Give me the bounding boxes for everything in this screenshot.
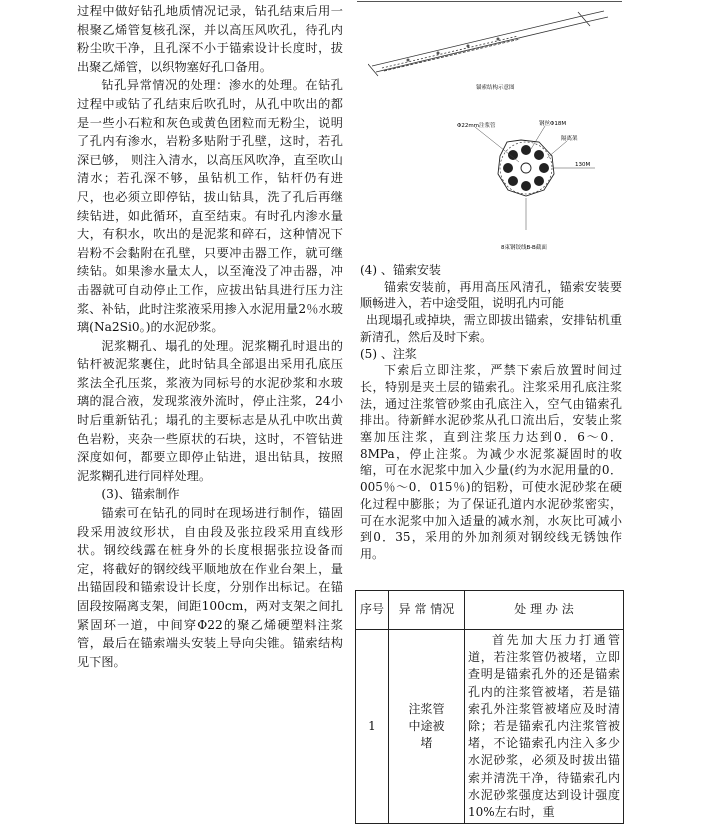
exception-table bbox=[355, 590, 624, 824]
cross-section-figure bbox=[455, 118, 615, 256]
figure2-caption: 8束钢铰线B-B截面 bbox=[501, 245, 547, 251]
header-seq: 序号 bbox=[356, 591, 389, 630]
paragraph-anchor-install: 锚索安装前，再用高压风清孔，锚索安装要顺畅进入，若中途受阻，说明孔内可能 bbox=[360, 279, 622, 311]
label-grout-pipe: Φ22mm注浆管 bbox=[457, 123, 496, 129]
left-column bbox=[77, 2, 343, 671]
right-column bbox=[360, 262, 622, 563]
section-heading-anchor-install: (4) 、锚索安装 bbox=[360, 263, 441, 277]
label-steel-wire: 钢丝Φ18M bbox=[539, 121, 567, 127]
table-row bbox=[356, 630, 624, 824]
paragraph-grouting: 下索后立即注浆，严禁下索后放置时间过长，特别是夹土层的锚索孔。注浆采用孔底注浆法，通过注浆管砂浆由孔底注入，空气由锚索孔排出。待新鲜水泥砂浆从孔口流出后，安装止浆塞加压注浆，直到注浆压力达到0．6～0．8MPa，停止注浆。为减少水泥浆凝固时的收缩，可在水泥浆中加入少量(约为水泥用量的0．005％～0．015％)的铝粉，可使水泥砂浆在硬化过程中膨胀；为了保证孔道内水泥砂浆密实，可在水泥浆中加入适量的减水剂，水灰比可减小到0．35，采用的外加剂须对钢绞线无锈蚀作用。 bbox=[360, 363, 622, 561]
paragraph-anchor-making: 锚索可在钻孔的同时在现场进行制作，锚固段采用波纹形状，自由段及张拉段采用直线形状。钢绞线露在桩身外的长度根据张拉设备而定，将截好的钢绞线平顺地放在作业台架上，量出锚固段和锚索设计长度，分别作出标记。在锚固段按隔离支架，间距100cm，两对支架之间扎紧固环一道，中间穿Φ22的聚乙烯硬塑料注浆管，最后在锚索端头安装上导向尖锥。锚索结构见下图。 bbox=[77, 506, 343, 669]
header-case: 异 常 情况 bbox=[389, 591, 465, 630]
cross-section-drawing bbox=[455, 118, 615, 256]
label-spacer: 隔离架 bbox=[561, 136, 578, 142]
table-header-row bbox=[356, 591, 624, 630]
section-heading-anchor-making: (3)、锚索制作 bbox=[101, 487, 180, 502]
paragraph-drilling-record: 过程中做好钻孔地质情况记录，钻孔结束后用一根聚乙烯管复核孔深，并以高压风吹孔，待孔内粉尘吹干净，且孔深不小于锚索设计长度时，拔出聚乙烯管，以织物塞好孔口备用。 bbox=[77, 4, 343, 74]
top-rule bbox=[357, 1, 622, 2]
label-diameter: 130M bbox=[575, 162, 591, 168]
anchor-structure-figure bbox=[368, 8, 614, 92]
figure1-caption: 锚索结构示意图 bbox=[476, 85, 515, 91]
cell-method: 首先加大压力打通管道，若注浆管仍被堵，立即查明是锚索孔外的还是锚索孔内的注浆管被堵，若是锚索孔外注浆管被堵应及时清除；若是锚索孔内注浆管被堵，不论锚索孔内注入多少水泥砂浆，必须及时拔出锚索并清洗干净，待锚索孔内水泥砂浆强度达到设计强度 10%左右时，重 bbox=[465, 630, 624, 824]
section-heading-grouting: (5) 、注浆 bbox=[360, 346, 417, 361]
paragraph-collapse-handling: 泥浆糊孔、塌孔的处理。泥浆糊孔时退出的钻杆被泥浆裹住，此时钻具全部退出采用孔底压浆法全孔压浆，浆液为同标号的水泥砂浆和水玻璃的混合液，发现浆液外流时，停止注浆，24小时后重新钻孔；塌孔的主要标志是从孔中吹出黄色岩粉，夹杂一些原状的石块，这时，不管钻进深度如何，都要立即停止钻进，退出钻具，按照泥浆糊孔进行同样处理。 bbox=[77, 338, 343, 483]
paragraph-anchor-install-cont: 出现塌孔或掉块，需立即拔出锚索，安排钻机重新清孔，然后及时下索。 bbox=[360, 313, 622, 344]
anchor-structure-drawing bbox=[368, 8, 614, 92]
paragraph-seepage-handling: 钻孔异常情况的处理：渗水的处理。在钻孔过程中或钻了孔结束后吹孔时，从孔中吹出的都是一些小石粒和灰色或黄色团粒而无粉尘，说明了孔内有渗水，岩粉多贴附于孔壁，这时，若孔深已够， 则注入清水，以高压风吹净，直至吹山清水；若孔深不够，虽钻机工作，钻杆仍有进尺，也必须立即停钻，拔山钻具，洗了孔后再继续钻进，如此循环，直至结束。有时孔内渗水量大，有积水，吹出的是泥浆和碎石，这种情况下岩粉不会黏附在孔壁，只要冲击器工作，就可继续钻。如果渗水量太人，以至淹没了冲击器，冲击器就可自动停止工作，应拔出钻具进行压力注浆、补钻，此时注浆液采用掺入水泥用量2％水玻璃(Na2Si0。)的水泥砂浆。 bbox=[77, 78, 343, 335]
cell-seq: 1 bbox=[356, 630, 389, 824]
cell-case: 注浆管中途被堵 bbox=[389, 630, 465, 824]
header-method: 处 理 办 法 bbox=[465, 591, 624, 630]
